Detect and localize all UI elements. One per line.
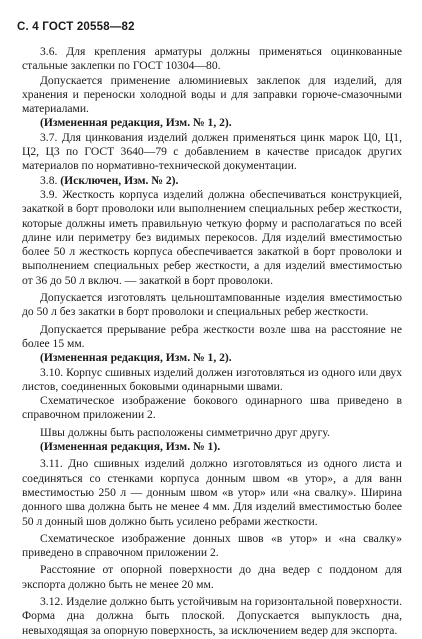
paragraph-export-distance: Расстояние от опорной поверхности до дна ведер с поддоном для экспорта должно быть не менее 20 мм. <box>22 563 402 591</box>
amendment-note: (Измененная редакция, Изм. № 1, 2). <box>40 351 232 365</box>
page-header: С. 4 ГОСТ 20558—82 <box>17 21 135 33</box>
paragraph-3-6: 3.6. Для крепления арматуры должны применяться оцинкованные стальные заклепки по ГОСТ 10304—80. <box>22 45 402 73</box>
paragraph-seams-symmetric: Швы должны быть расположены симметрично друг другу. <box>40 425 330 439</box>
paragraph-3-9: 3.9. Жесткость корпуса изделий должна обеспечиваться конструкцией, закаткой в борт проволоки или выполнением специальных ребер жесткости, которые должны иметь правильную четкую форму и располагаться по всей длине или периметру без видимых перекосов. Для изделий вместимостью более 50 л жесткость корпуса обеспечивается закаткой в борт проволоки и выполнением специальных ребер жесткости, а для изделий вместимостью от 36 до 50 л включ. — закаткой в борт проволоки. <box>22 187 402 287</box>
paragraph-3-8 <box>22 174 402 188</box>
document-body <box>22 45 402 638</box>
paragraph-3-7: 3.7. Для цинкования изделий должен применяться цинк марок Ц0, Ц1, Ц2, Ц3 по ГОСТ 3640—79 с добавлением в качестве присадок других материалов по нормативно-технической документации. <box>22 130 402 173</box>
paragraph-3-12: 3.12. Изделие должно быть устойчивым на горизонтальной поверхности. Форма дна должна быть плоской. Допускается выпуклость дна, невыходящая за опорную поверхность, за исключением ведер для экспорта. <box>22 594 402 637</box>
paragraph-3-10: 3.10. Корпус сшивных изделий должен изготовляться из одного или двух листов, соединенных боковыми одинарными швами. <box>22 365 402 393</box>
paragraph-side-seam-scheme: Схематическое изображение бокового одинарного шва приведено в справочном приложении 2. <box>22 394 402 422</box>
paragraph-3-8-excluded: (Исключен, Изм. № 2). <box>60 173 179 187</box>
paragraph-seamless: Допускается изготовлять цельноштампованные изделия вместимостью до 50 л без закатки в борт проволоки и специальных ребер жесткости. <box>22 291 402 319</box>
paragraph-3-8-number: 3.8. <box>40 173 61 187</box>
paragraph-aluminum-rivets: Допускается применение алюминиевых заклепок для изделий, для хранения и переноски холодной воды и для заправки горюче-смазочными материалами. <box>22 73 402 116</box>
paragraph-bottom-seam-scheme: Схематическое изображение донных швов «в утор» и «на свалку» приведено в справочном приложении 2. <box>22 531 402 560</box>
paragraph-rib-interruption: Допускается прерывание ребра жесткости возле шва на расстояние не более 15 мм. <box>22 322 402 350</box>
amendment-note: (Измененная редакция, Изм. № 1, 2). <box>40 116 232 130</box>
amendment-note: (Измененная редакция, Изм. № 1). <box>40 440 221 454</box>
paragraph-3-11: 3.11. Дно сшивных изделий должно изготовляться из одного листа и соединяться со стенками корпуса донным швом «в утор», а для ванн вместимостью 250 л — донным швом «в утор» или «на свалку». Ширина донного шва должна быть не менее 4 мм. Для изделий вместимостью более 50 л донный шов должно быть усилено ребрами жесткости. <box>22 457 402 528</box>
